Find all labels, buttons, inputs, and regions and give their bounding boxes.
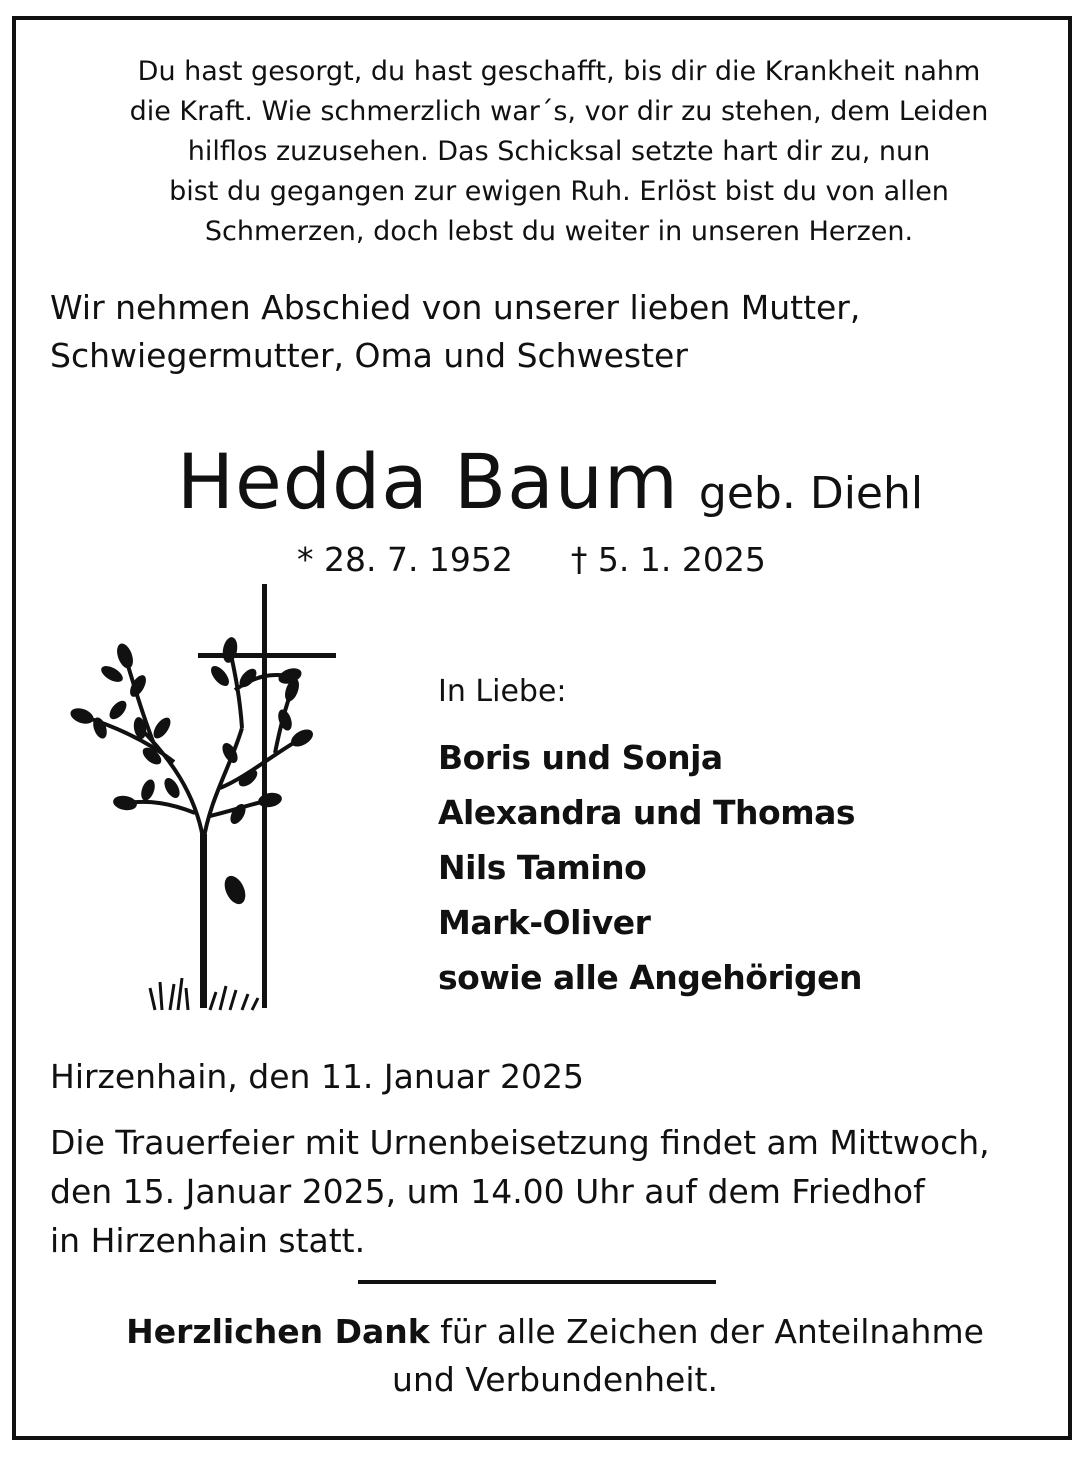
thanks-bold: Herzlichen Dank — [126, 1312, 430, 1351]
thanks-text: für alle Zeichen der Anteilnahme — [429, 1312, 984, 1351]
service-line: Die Trauerfeier mit Urnenbeisetzung findet am Mittwoch, — [50, 1123, 990, 1162]
service-line: in Hirzenhain statt. — [50, 1221, 366, 1260]
poem-line: hilflos zuzusehen. Das Schicksal setzte hart dir zu, nun — [187, 136, 931, 167]
mourners-label: In Liebe: — [438, 674, 567, 709]
mourner-name: Alexandra und Thomas — [438, 793, 856, 832]
deceased-name: Hedda Baum — [176, 437, 679, 526]
thanks-note — [60, 1308, 1050, 1404]
poem-line: die Kraft. Wie schmerzlich war´s, vor dir zu stehen, dem Leiden — [129, 96, 989, 127]
place-and-date: Hirzenhain, den 11. Januar 2025 — [50, 1057, 584, 1096]
mourner-name: Boris und Sonja — [438, 738, 723, 777]
poem — [70, 52, 1048, 252]
mourner-name: Mark-Oliver — [438, 903, 651, 942]
mourners-block — [438, 668, 1038, 1005]
funeral-service-info — [50, 1118, 1050, 1265]
life-dates — [297, 536, 766, 584]
divider-line — [358, 1280, 716, 1284]
poem-line: bist du gegangen zur ewigen Ruh. Erlöst bist du von allen — [169, 176, 949, 207]
mourner-name: sowie alle Angehörigen — [438, 958, 863, 997]
deceased-name-line — [60, 432, 1040, 553]
birth-date: * 28. 7. 1952 — [297, 540, 513, 579]
intro-line: Wir nehmen Abschied von unserer lieben Mutter, — [50, 288, 861, 327]
death-date: † 5. 1. 2025 — [570, 540, 766, 579]
service-line: den 15. Januar 2025, um 14.00 Uhr auf dem Friedhof — [50, 1172, 925, 1211]
intro-line: Schwiegermutter, Oma und Schwester — [50, 336, 688, 375]
poem-line: Du hast gesorgt, du hast geschafft, bis dir die Krankheit nahm — [137, 56, 981, 87]
farewell-intro — [50, 284, 1030, 380]
tree-and-cross-icon — [70, 578, 350, 1018]
thanks-line — [60, 1308, 1050, 1356]
maiden-name: geb. Diehl — [698, 468, 924, 519]
mourner-name: Nils Tamino — [438, 848, 647, 887]
poem-line: Schmerzen, doch lebst du weiter in unseren Herzen. — [204, 216, 914, 247]
thanks-line-2: und Verbundenheit. — [392, 1360, 718, 1399]
